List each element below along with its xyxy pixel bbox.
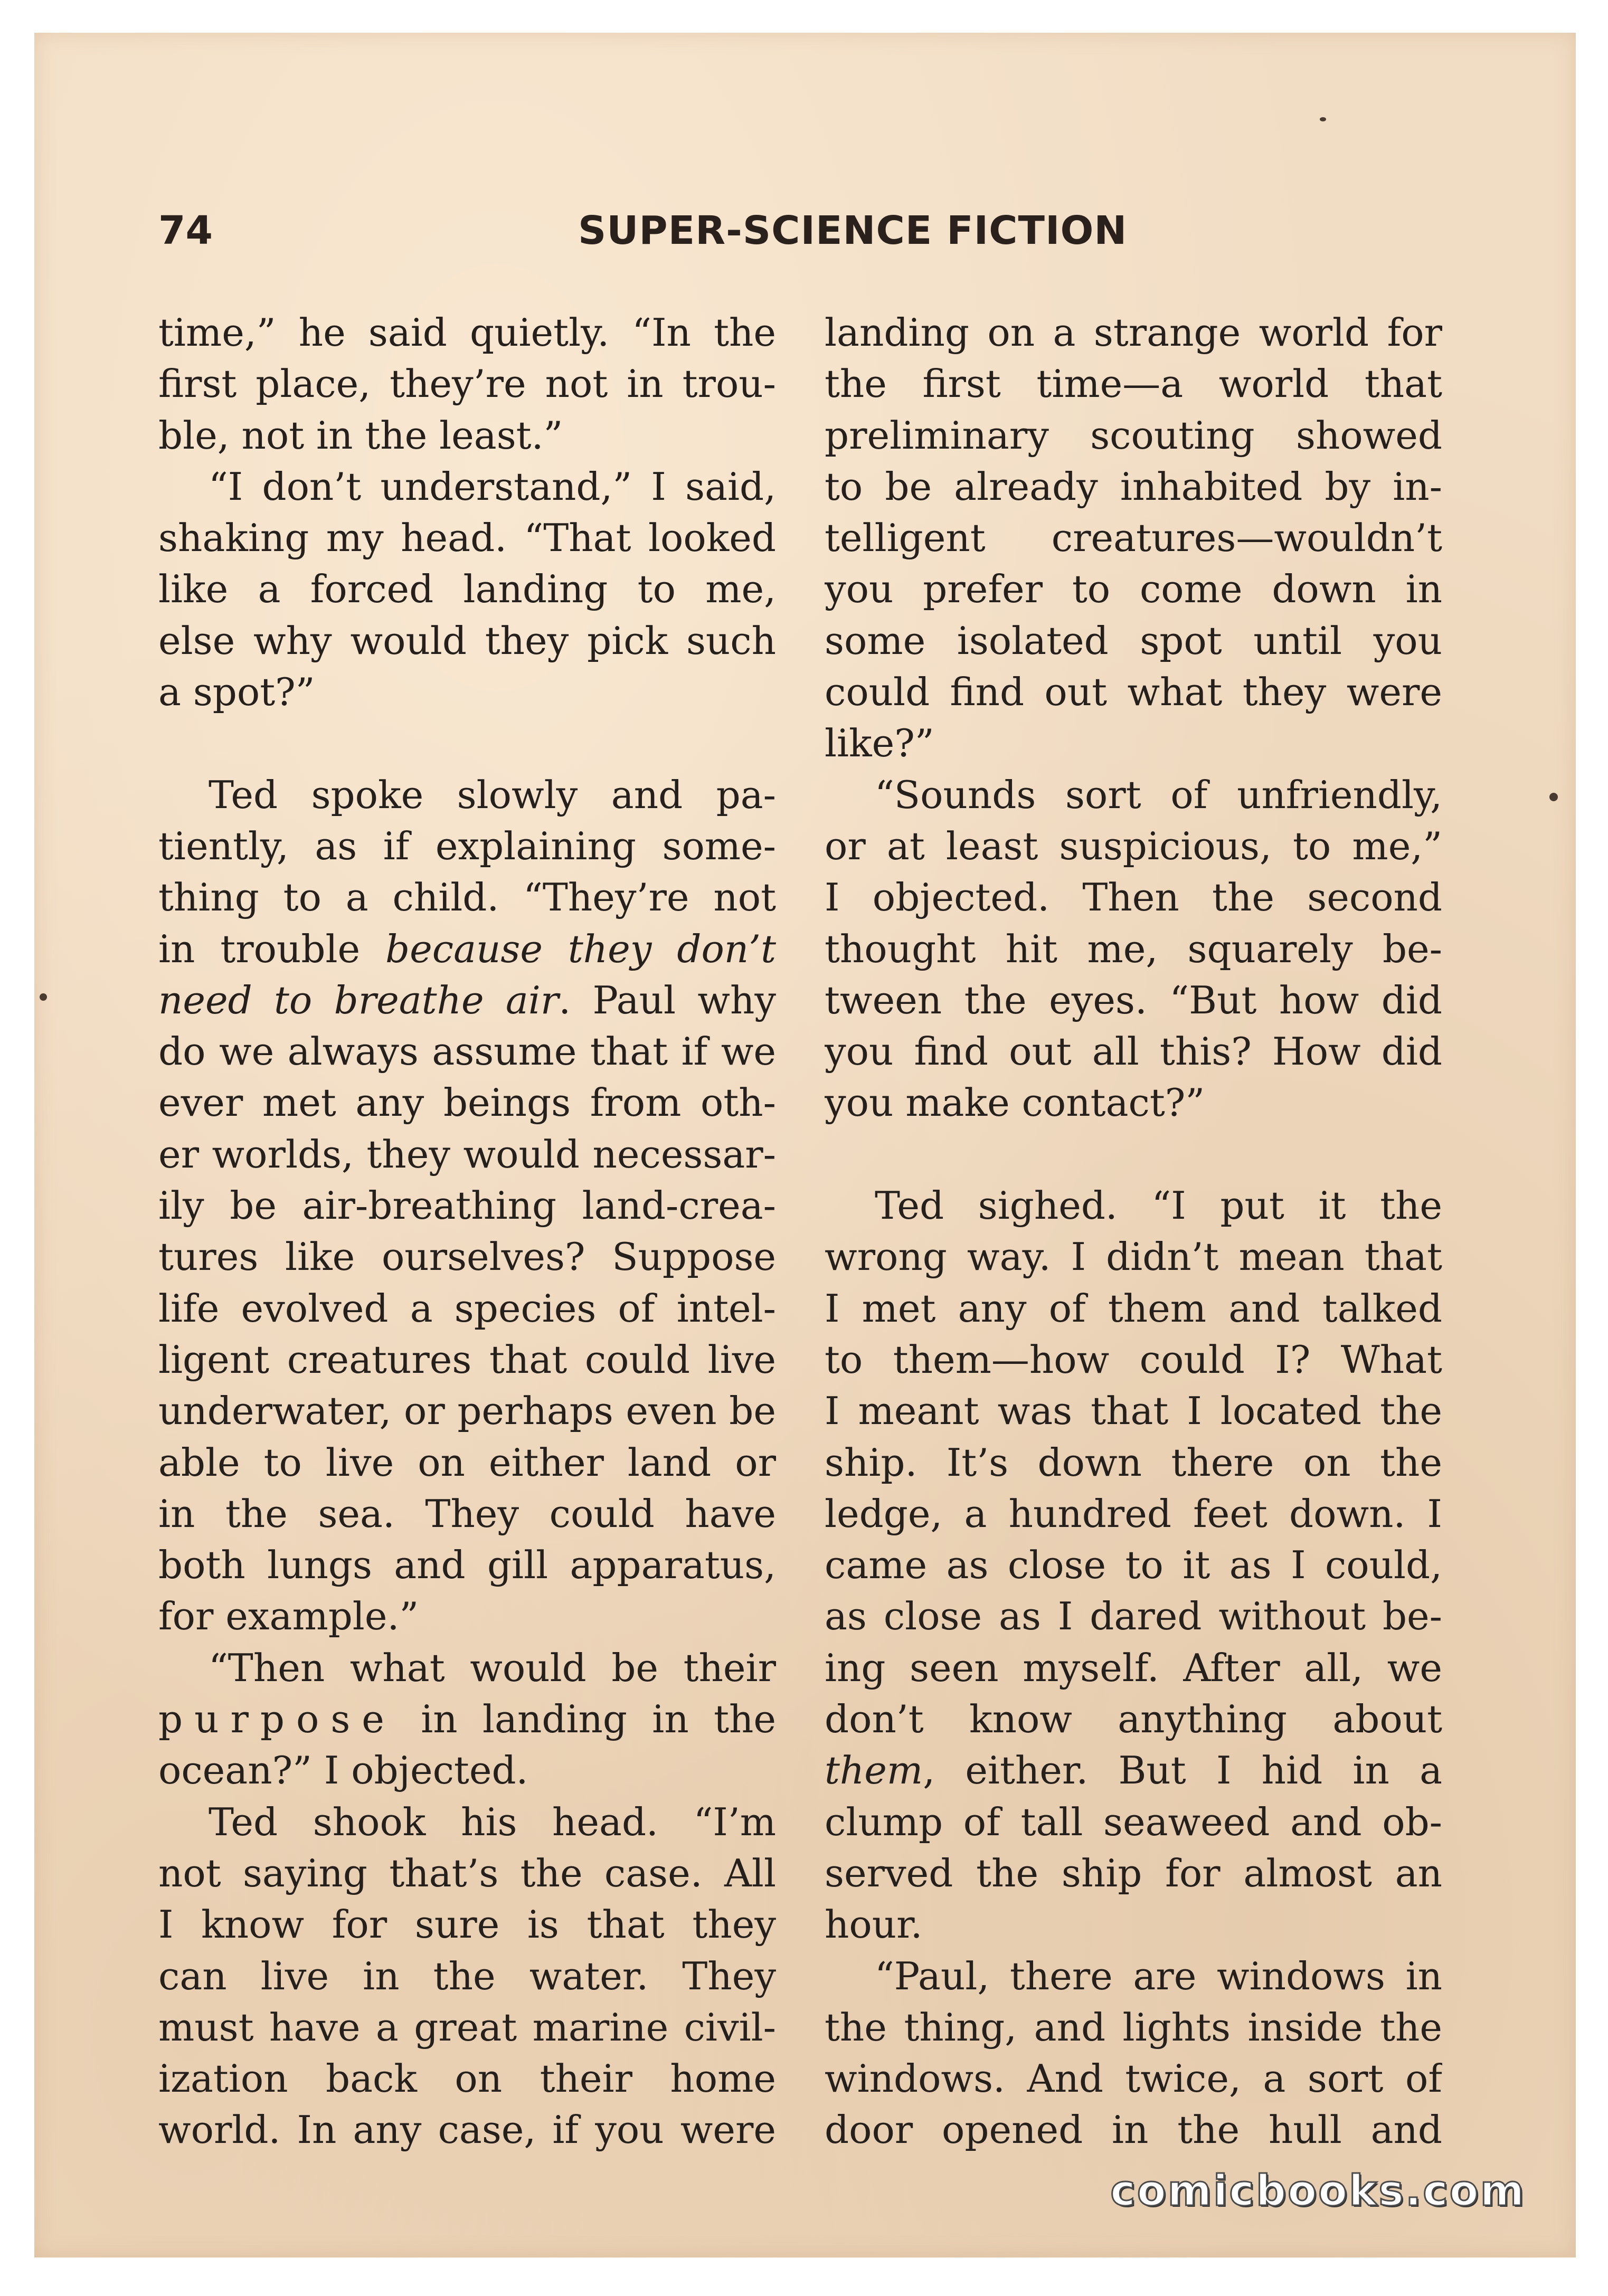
- print-speck: [1549, 793, 1558, 801]
- text-line: not saying that’s the case. All: [158, 1851, 776, 1895]
- text-line: door opened in the hull and: [825, 2108, 1442, 2152]
- watermark-logo: comicbooks.com: [1110, 2166, 1526, 2215]
- text-line: to them—how could I? What: [825, 1337, 1442, 1382]
- running-title: SUPER-SCIENCE FICTION: [578, 208, 1128, 253]
- page-number: 74: [158, 208, 213, 253]
- text-line: first place, they’re not in trou-: [158, 362, 776, 406]
- text-line: served the ship for almost an: [825, 1851, 1442, 1895]
- text-line: you make contact?”: [825, 1080, 1205, 1125]
- text-line: shaking my head. “That looked: [158, 516, 776, 561]
- text-line: can live in the water. They: [158, 1953, 776, 1998]
- magazine-page: [34, 33, 1576, 2257]
- text-line: clump of tall seaweed and ob-: [825, 1799, 1442, 1844]
- text-line: I meant was that I located the: [825, 1389, 1442, 1434]
- text-line: both lungs and gill apparatus,: [158, 1543, 776, 1588]
- text-line: you find out all this? How did: [825, 1029, 1442, 1074]
- text-line: ship. It’s down there on the: [825, 1440, 1442, 1485]
- italic-text: them: [825, 1748, 923, 1793]
- text-segment: in landing in the: [395, 1697, 776, 1742]
- text-segment: . Paul why: [559, 978, 776, 1022]
- text-line: like a forced landing to me,: [158, 567, 776, 612]
- text-line: er worlds, they would necessar-: [158, 1132, 776, 1177]
- text-line: ever met any beings from oth-: [158, 1080, 776, 1125]
- text-line: for example.”: [158, 1594, 419, 1639]
- print-speck: [40, 993, 47, 1001]
- paragraph-gap: [158, 718, 776, 769]
- text-line: tures like ourselves? Suppose: [158, 1235, 776, 1279]
- text-line: Ted shook his head. “I’m: [209, 1799, 776, 1844]
- text-line: ization back on their home: [158, 2056, 776, 2101]
- italic-text: because they don’t: [385, 926, 776, 971]
- text-line: [158, 975, 776, 1026]
- right-text-column: [825, 307, 1442, 2156]
- text-line: else why would they pick such: [158, 618, 776, 663]
- text-line: or at least suspicious, to me,”: [825, 823, 1442, 868]
- text-line: you prefer to come down in: [825, 567, 1442, 612]
- text-line: came as close to it as I could,: [825, 1543, 1442, 1588]
- text-line: like?”: [825, 721, 934, 766]
- text-line: ocean?” I objected.: [158, 1748, 528, 1793]
- text-line: life evolved a species of intel-: [158, 1286, 776, 1331]
- text-line: tween the eyes. “But how did: [825, 978, 1442, 1022]
- text-line: [825, 1745, 1442, 1796]
- text-line: ble, not in the least.”: [158, 413, 563, 458]
- paragraph-gap: [825, 1129, 1442, 1180]
- text-line: thought hit me, squarely be-: [825, 926, 1442, 971]
- text-line: Ted sighed. “I put it the: [875, 1183, 1442, 1228]
- text-line: able to live on either land or: [158, 1440, 776, 1485]
- print-speck: [1320, 117, 1326, 121]
- text-line: windows. And twice, a sort of: [825, 2056, 1442, 2101]
- text-line: “Paul, there are windows in: [875, 1953, 1442, 1998]
- text-line: ing seen myself. After all, we: [825, 1645, 1442, 1690]
- text-segment: , either. But I hid in a: [923, 1748, 1442, 1793]
- italic-text: need to breathe air: [158, 978, 559, 1022]
- text-line: preliminary scouting showed: [825, 413, 1442, 458]
- text-line: “I don’t understand,” I said,: [209, 464, 776, 509]
- text-line: must have a great marine civil-: [158, 2005, 776, 2050]
- text-line: time,” he said quietly. “In the: [158, 310, 776, 355]
- text-line: “Sounds sort of unfriendly,: [875, 772, 1442, 817]
- text-line: the first time—a world that: [825, 362, 1442, 406]
- text-line: wrong way. I didn’t mean that: [825, 1235, 1442, 1279]
- text-line: underwater, or perhaps even be: [158, 1389, 776, 1434]
- text-line: I objected. Then the second: [825, 875, 1442, 920]
- text-line: tiently, as if explaining some-: [158, 823, 776, 868]
- text-line: to be already inhabited by in-: [825, 464, 1442, 509]
- text-line: ily be air-breathing land-crea-: [158, 1183, 776, 1228]
- text-segment: in trouble: [158, 926, 386, 971]
- text-line: do we always assume that if we: [158, 1029, 776, 1074]
- text-line: don’t know anything about: [825, 1697, 1442, 1742]
- left-text-column: [158, 307, 776, 2156]
- text-line: could find out what they were: [825, 670, 1442, 715]
- text-line: a spot?”: [158, 670, 315, 715]
- text-line: as close as I dared without be-: [825, 1594, 1442, 1639]
- spaced-text: purpose: [158, 1697, 396, 1742]
- text-line: [158, 924, 776, 975]
- text-line: world. In any case, if you were: [158, 2108, 776, 2152]
- text-line: ligent creatures that could live: [158, 1337, 776, 1382]
- text-line: thing to a child. “They’re not: [158, 875, 776, 920]
- text-line: in the sea. They could have: [158, 1491, 776, 1536]
- text-line: landing on a strange world for: [825, 310, 1442, 355]
- text-line: some isolated spot until you: [825, 618, 1442, 663]
- text-line: I met any of them and talked: [825, 1286, 1442, 1331]
- text-line: hour.: [825, 1902, 923, 1947]
- text-line: I know for sure is that they: [158, 1902, 776, 1947]
- page-header: [158, 202, 1128, 260]
- text-line: telligent creatures—wouldn’t: [825, 516, 1442, 561]
- text-line: Ted spoke slowly and pa-: [209, 772, 776, 817]
- text-line: the thing, and lights inside the: [825, 2005, 1442, 2050]
- text-line: [158, 1694, 776, 1745]
- text-line: ledge, a hundred feet down. I: [825, 1491, 1442, 1536]
- text-line: “Then what would be their: [209, 1645, 776, 1690]
